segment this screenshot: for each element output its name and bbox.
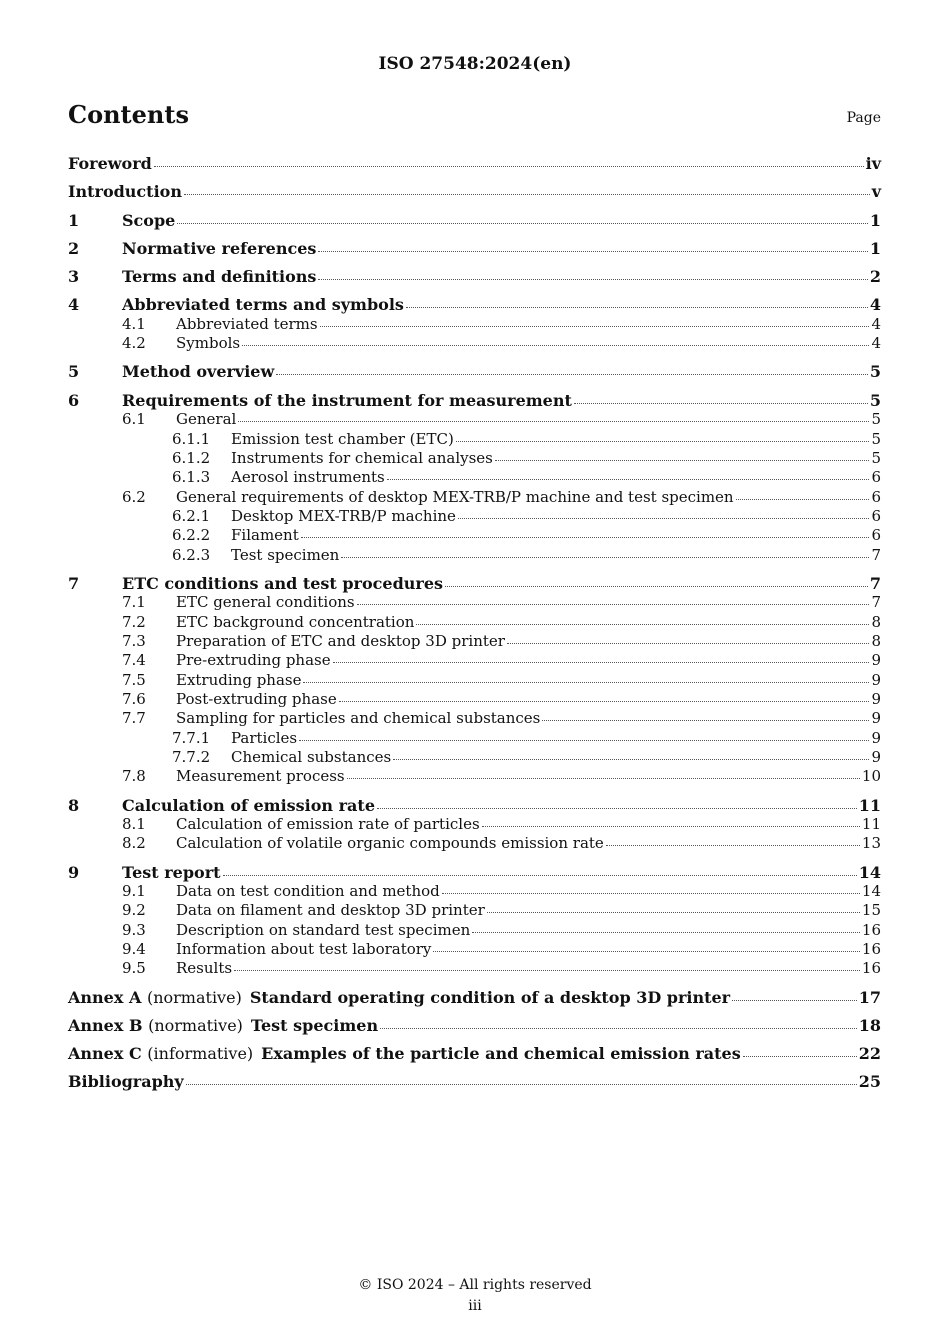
toc-entry-number: 3 bbox=[68, 267, 80, 287]
toc-entry-title: Test specimen bbox=[231, 545, 340, 564]
toc-entry-number: 5 bbox=[68, 362, 80, 382]
toc-entry-title: Description on standard test specimen bbox=[176, 920, 471, 939]
toc-entry-number: 9 bbox=[68, 862, 80, 882]
toc-entry-title: Pre-extruding phase bbox=[176, 651, 331, 670]
toc-entry-number: 6 bbox=[68, 390, 80, 410]
toc-entry[interactable] bbox=[68, 334, 881, 353]
toc-entry-page: 25 bbox=[858, 1072, 881, 1092]
toc-entry-number: 6.2.1 bbox=[172, 506, 211, 525]
toc-entry-number: 7 bbox=[68, 573, 80, 593]
toc-entry[interactable] bbox=[68, 507, 881, 526]
toc-entry[interactable] bbox=[68, 449, 881, 468]
toc-entry[interactable] bbox=[68, 1016, 881, 1036]
toc-entry[interactable] bbox=[68, 1072, 881, 1092]
toc-entry-page: 14 bbox=[858, 862, 881, 882]
toc-dot-leader bbox=[223, 875, 857, 876]
toc-annex-heading bbox=[68, 1016, 378, 1036]
toc-dot-leader bbox=[456, 441, 870, 442]
toc-entry-title: Chemical substances bbox=[231, 748, 392, 767]
toc-entry-page: 8 bbox=[871, 612, 881, 631]
toc-entry[interactable] bbox=[68, 211, 881, 231]
toc-entry-number: 8.2 bbox=[122, 834, 146, 853]
toc-entry-title: Calculation of volatile organic compounds emission rate bbox=[176, 834, 604, 853]
toc-entry-page: 8 bbox=[871, 632, 881, 650]
toc-entry-page: 6 bbox=[871, 506, 881, 525]
toc-entry-title: Sampling for particles and chemical substances bbox=[176, 709, 541, 728]
toc-dot-leader bbox=[276, 374, 868, 375]
toc-dot-leader bbox=[333, 662, 870, 663]
toc-entry[interactable] bbox=[68, 410, 881, 429]
toc-dot-leader bbox=[347, 778, 860, 779]
toc-dot-leader bbox=[184, 194, 870, 195]
toc-entry-number: 4.2 bbox=[122, 334, 146, 353]
toc-entry-page: 4 bbox=[871, 314, 881, 333]
toc-entry-page: 22 bbox=[858, 1044, 881, 1064]
toc-entry-page: 16 bbox=[861, 940, 881, 959]
toc-entry[interactable] bbox=[68, 430, 881, 449]
toc-entry[interactable] bbox=[68, 709, 881, 728]
toc-entry-page: 14 bbox=[861, 882, 881, 901]
toc-entry[interactable] bbox=[68, 901, 881, 920]
toc-entry-page: 9 bbox=[871, 690, 881, 709]
toc-annex-type: (normative) bbox=[146, 987, 242, 1007]
toc-entry-page: 5 bbox=[869, 390, 881, 410]
toc-entry-number: 1 bbox=[68, 210, 80, 230]
toc-entry-title: ETC conditions and test procedures bbox=[122, 573, 444, 593]
toc-entry-number: 9.2 bbox=[122, 901, 146, 920]
toc-entry-number: 9.4 bbox=[122, 940, 146, 959]
toc-entry-number: 7.6 bbox=[122, 690, 146, 709]
toc-entry-title: Introduction bbox=[68, 182, 182, 202]
toc-entry[interactable] bbox=[68, 863, 881, 883]
toc-entry[interactable] bbox=[68, 921, 881, 940]
toc-dot-leader bbox=[380, 1028, 857, 1029]
toc-entry-title: Calculation of emission rate bbox=[122, 795, 375, 815]
toc-entry-title: Preparation of ETC and desktop 3D printer bbox=[176, 632, 505, 650]
toc-entry-page: 7 bbox=[871, 593, 881, 612]
toc-entry[interactable] bbox=[68, 362, 881, 382]
toc-entry-title: General bbox=[176, 410, 237, 429]
toc-entry-number: 8.1 bbox=[122, 815, 146, 834]
toc-entry[interactable] bbox=[68, 959, 881, 978]
toc-entry-title: Calculation of emission rate of particles bbox=[176, 815, 480, 834]
toc-entry-title: ETC background concentration bbox=[176, 612, 415, 631]
toc-dot-leader bbox=[339, 701, 870, 702]
toc-entry-page: 10 bbox=[861, 767, 881, 786]
toc-dot-leader bbox=[186, 1084, 857, 1085]
toc-dot-leader bbox=[177, 223, 868, 224]
toc-entry-title: Abbreviated terms bbox=[176, 314, 318, 333]
toc-entry[interactable] bbox=[68, 796, 881, 816]
toc-entry-number: 7.7.2 bbox=[172, 748, 211, 767]
toc-entry-title: ETC general conditions bbox=[176, 593, 355, 612]
toc-entry[interactable] bbox=[68, 391, 881, 411]
toc-dot-leader bbox=[318, 251, 867, 252]
toc-dot-leader bbox=[318, 279, 867, 280]
toc-entry-page: 9 bbox=[871, 651, 881, 670]
toc-annex-label: Annex C bbox=[68, 1044, 142, 1064]
toc-entry-title: Post-extruding phase bbox=[176, 690, 337, 709]
toc-entry-number: 7.1 bbox=[122, 593, 146, 612]
toc-entry-number: 9.1 bbox=[122, 882, 146, 901]
toc-entry[interactable] bbox=[68, 940, 881, 959]
toc-entry-number: 4 bbox=[68, 295, 80, 315]
toc-entry-page: 7 bbox=[871, 545, 881, 564]
toc-entry-page: 5 bbox=[871, 410, 881, 429]
toc-entry-number: 9.3 bbox=[122, 920, 146, 939]
toc-entry[interactable] bbox=[68, 729, 881, 748]
toc-entry-title: Desktop MEX-TRB/P machine bbox=[231, 506, 456, 525]
toc-entry-title: Instruments for chemical analyses bbox=[231, 448, 493, 467]
toc-entry-page: 5 bbox=[871, 448, 881, 467]
toc-entry-page: 9 bbox=[871, 748, 881, 767]
toc-entry-page: 16 bbox=[861, 959, 881, 978]
toc-entry[interactable] bbox=[68, 546, 881, 565]
toc-entry-title: Particles bbox=[231, 728, 298, 747]
toc-entry-title: Examples of the particle and chemical emission rates bbox=[261, 1044, 741, 1064]
toc-entry-page: 11 bbox=[858, 795, 881, 815]
toc-entry-page: 13 bbox=[861, 834, 881, 853]
toc-dot-leader bbox=[507, 643, 870, 644]
toc-entry-title: General requirements of desktop MEX-TRB/P machine and test specimen bbox=[176, 487, 734, 506]
toc-entry[interactable] bbox=[68, 182, 881, 202]
toc-entry[interactable] bbox=[68, 315, 881, 334]
toc-entry-page: 15 bbox=[861, 901, 881, 920]
toc-entry-title: Scope bbox=[122, 210, 176, 230]
toc-entry-number: 7.2 bbox=[122, 612, 146, 631]
toc-annex-type: (informative) bbox=[147, 1044, 254, 1064]
toc-entry[interactable] bbox=[68, 671, 881, 690]
toc-dot-leader bbox=[393, 759, 869, 760]
toc-dot-leader bbox=[238, 421, 869, 422]
toc-dot-leader bbox=[341, 557, 869, 558]
toc-dot-leader bbox=[442, 893, 860, 894]
toc-entry-page: 4 bbox=[871, 334, 881, 353]
toc-entry-number: 7.3 bbox=[122, 632, 146, 650]
toc-entry-title: Data on filament and desktop 3D printer bbox=[176, 901, 485, 920]
toc-dot-leader bbox=[303, 682, 869, 683]
toc-entry-title: Filament bbox=[231, 526, 299, 545]
toc-dot-leader bbox=[406, 307, 868, 308]
toc-entry-number: 2 bbox=[68, 238, 80, 258]
toc-entry[interactable] bbox=[68, 651, 881, 670]
toc-entry-title: Method overview bbox=[122, 362, 275, 382]
toc-entry-page: 16 bbox=[861, 920, 881, 939]
toc-dot-leader bbox=[377, 808, 857, 809]
toc-entry[interactable] bbox=[68, 613, 881, 632]
toc-entry-page: 5 bbox=[871, 429, 881, 448]
toc-entry-page: 17 bbox=[858, 987, 881, 1007]
toc-entry[interactable] bbox=[68, 154, 881, 174]
toc-entry-title: Extruding phase bbox=[176, 670, 302, 689]
toc-entry-title: Symbols bbox=[176, 334, 241, 353]
toc-entry[interactable] bbox=[68, 526, 881, 545]
toc-entry-number: 4.1 bbox=[122, 314, 146, 333]
toc-dot-leader bbox=[357, 604, 870, 605]
document-id-header: ISO 27548:2024(en) bbox=[378, 54, 572, 74]
toc-entry-title: Requirements of the instrument for measurement bbox=[122, 390, 572, 410]
toc-entry[interactable] bbox=[68, 882, 881, 901]
toc-dot-leader bbox=[472, 932, 860, 933]
toc-entry-page: 9 bbox=[871, 709, 881, 728]
toc-entry[interactable] bbox=[68, 632, 881, 651]
toc-entry-title: Test specimen bbox=[250, 1015, 379, 1035]
toc-entry-number: 7.7 bbox=[122, 709, 146, 728]
toc-entry-number: 6.1.1 bbox=[172, 429, 211, 448]
toc-entry[interactable] bbox=[68, 488, 881, 507]
footer-copyright: © ISO 2024 – All rights reserved bbox=[358, 1277, 592, 1293]
toc-entry-title: Standard operating condition of a desktop 3D printer bbox=[249, 987, 731, 1007]
toc-dot-leader bbox=[542, 720, 869, 721]
toc-dot-leader bbox=[234, 970, 860, 971]
footer-page-number: iii bbox=[468, 1298, 482, 1314]
toc-entry-page: 2 bbox=[869, 267, 881, 287]
toc-entry-number: 9.5 bbox=[122, 959, 146, 978]
toc-entry-page: 1 bbox=[869, 238, 881, 258]
toc-entry-title: Abbreviated terms and symbols bbox=[122, 295, 404, 315]
toc-entry-number: 7.8 bbox=[122, 767, 146, 786]
toc-entry-page: 1 bbox=[869, 210, 881, 230]
toc-dot-leader bbox=[445, 586, 868, 587]
toc-entry[interactable] bbox=[68, 815, 881, 834]
toc-entry-title: Information about test laboratory bbox=[176, 940, 432, 959]
toc-entry-title: Data on test condition and method bbox=[176, 882, 440, 901]
toc-entry-page: 9 bbox=[871, 728, 881, 747]
toc-entry-page: 6 bbox=[871, 487, 881, 506]
toc-dot-leader bbox=[495, 460, 870, 461]
toc-entry[interactable] bbox=[68, 988, 881, 1008]
toc-entry[interactable] bbox=[68, 295, 881, 315]
toc-entry-page: iv bbox=[865, 154, 881, 173]
toc-entry-number: 7.5 bbox=[122, 670, 146, 689]
toc-entry[interactable] bbox=[68, 239, 881, 259]
toc-entry-page: 6 bbox=[871, 526, 881, 545]
toc-annex-label: Annex B bbox=[68, 1015, 143, 1035]
toc-dot-leader bbox=[487, 912, 860, 913]
toc-dot-leader bbox=[320, 326, 870, 327]
toc-dot-leader bbox=[242, 345, 869, 346]
toc-entry-number: 6.2.3 bbox=[172, 545, 211, 564]
toc-entry-page: 18 bbox=[858, 1015, 881, 1035]
toc-entry[interactable] bbox=[68, 767, 881, 786]
toc-entry-title: Bibliography bbox=[68, 1072, 184, 1092]
toc-entry[interactable] bbox=[68, 1044, 881, 1064]
toc-entry-page: 9 bbox=[871, 670, 881, 689]
toc-entry-title: Measurement process bbox=[176, 767, 345, 786]
table-of-contents bbox=[68, 154, 881, 1092]
toc-dot-leader bbox=[606, 845, 860, 846]
toc-entry-title: Foreword bbox=[68, 154, 152, 173]
toc-annex-type: (normative) bbox=[148, 1015, 243, 1035]
toc-annex-heading bbox=[68, 988, 730, 1008]
toc-entry[interactable] bbox=[68, 748, 881, 767]
toc-entry[interactable] bbox=[68, 690, 881, 709]
toc-entry[interactable] bbox=[68, 593, 881, 612]
toc-entry-number: 6.1 bbox=[122, 410, 146, 429]
toc-dot-leader bbox=[482, 826, 860, 827]
toc-dot-leader bbox=[732, 1000, 857, 1001]
toc-entry-number: 7.7.1 bbox=[172, 728, 211, 747]
toc-entry-page: 7 bbox=[869, 573, 881, 593]
toc-annex-label: Annex A bbox=[68, 987, 142, 1007]
toc-entry-title: Aerosol instruments bbox=[231, 468, 385, 487]
toc-dot-leader bbox=[301, 537, 870, 538]
toc-annex-heading bbox=[68, 1044, 741, 1064]
toc-entry-page: 5 bbox=[869, 362, 881, 382]
toc-entry-page: v bbox=[871, 182, 881, 202]
toc-entry[interactable] bbox=[68, 834, 881, 853]
contents-title: Contents bbox=[68, 100, 189, 129]
toc-entry-number: 6.1.2 bbox=[172, 448, 211, 467]
toc-entry-number: 6.2 bbox=[122, 487, 146, 506]
toc-dot-leader bbox=[736, 499, 870, 500]
toc-entry-number: 6.1.3 bbox=[172, 468, 211, 487]
toc-entry-title: Terms and definitions bbox=[122, 267, 317, 287]
toc-entry-title: Normative references bbox=[122, 238, 317, 258]
toc-entry[interactable] bbox=[68, 468, 881, 487]
toc-entry-page: 4 bbox=[869, 295, 881, 315]
toc-dot-leader bbox=[433, 951, 859, 952]
toc-entry[interactable] bbox=[68, 574, 881, 594]
toc-entry-title: Results bbox=[176, 959, 233, 978]
toc-entry-number: 8 bbox=[68, 795, 80, 815]
toc-dot-leader bbox=[154, 166, 864, 167]
toc-dot-leader bbox=[387, 479, 870, 480]
toc-entry[interactable] bbox=[68, 267, 881, 287]
toc-dot-leader bbox=[743, 1056, 857, 1057]
toc-entry-number: 7.4 bbox=[122, 651, 146, 670]
toc-entry-title: Emission test chamber (ETC) bbox=[231, 429, 454, 448]
toc-entry-title: Test report bbox=[122, 862, 221, 882]
page-column-label: Page bbox=[846, 110, 881, 126]
toc-entry-page: 11 bbox=[861, 815, 881, 834]
toc-dot-leader bbox=[574, 403, 868, 404]
toc-entry-number: 6.2.2 bbox=[172, 526, 211, 545]
toc-dot-leader bbox=[458, 518, 870, 519]
toc-dot-leader bbox=[299, 740, 869, 741]
toc-dot-leader bbox=[416, 624, 869, 625]
toc-entry-page: 6 bbox=[871, 468, 881, 487]
